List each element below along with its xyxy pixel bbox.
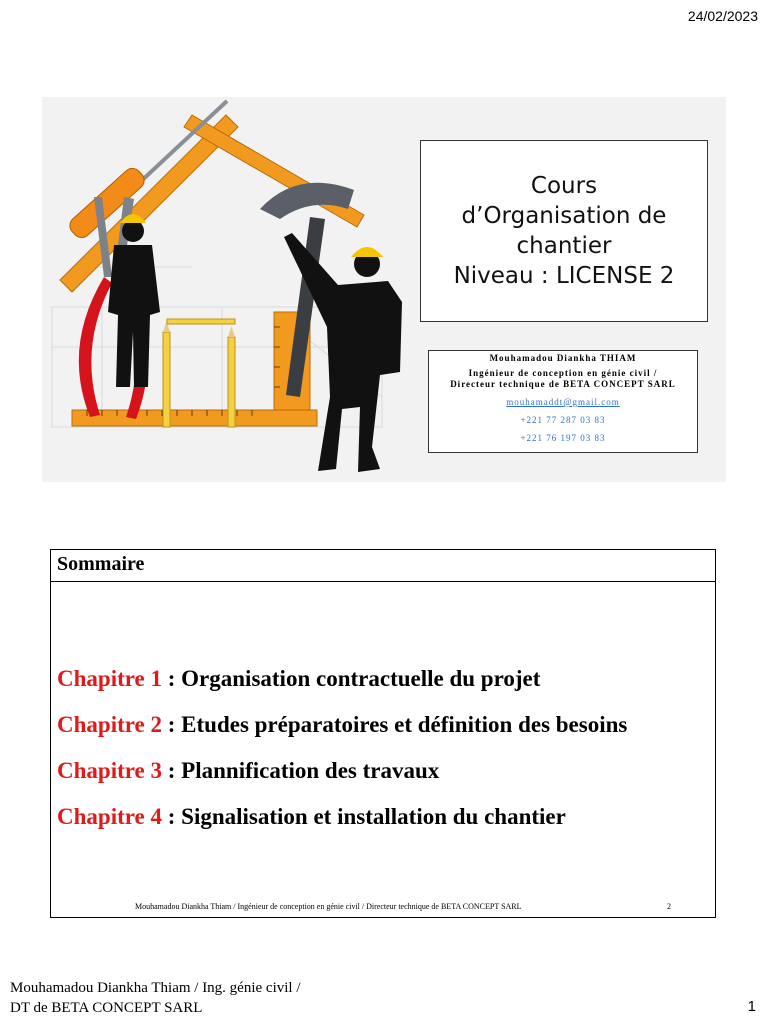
chapter-separator: : [162,804,182,829]
chapter-item [57,702,627,748]
author-name: Mouhamadou Diankha THIAM [489,353,637,363]
title-slide [42,97,726,482]
course-title-line: Cours [530,173,598,199]
author-phone: +221 77 287 03 83 [520,415,606,425]
chapter-title: Plannification des travaux [181,758,440,783]
chapter-list [57,656,627,840]
chapter-title: Signalisation et installation du chantier [181,804,566,829]
chapter-number: Chapitre 2 [57,712,162,737]
page-footer: Mouhamadou Diankha Thiam / Ing. génie civil / DT de BETA CONCEPT SARL [10,980,301,1016]
author-role: Ingénieur de conception en génie civil / [468,368,658,378]
screwdriver-icon [66,101,227,241]
course-title [420,140,708,322]
course-title-line: d’Organisation de [461,203,667,229]
page-date: 24/02/2023 [687,8,758,24]
construction-illustration [42,97,402,482]
author-email-link[interactable]: mouhamaddt@gmail.com [506,397,620,407]
chapter-separator: : [162,758,182,783]
chapter-title: Organisation contractuelle du projet [181,666,541,691]
chapter-number: Chapitre 1 [57,666,162,691]
author-phone: +221 76 197 03 83 [520,433,606,443]
chapter-item [57,748,627,794]
chapter-separator: : [162,666,182,691]
summary-slide [50,549,716,918]
chapter-item [57,794,627,840]
chapter-separator: : [162,712,182,737]
chapter-number: Chapitre 3 [57,758,162,783]
author-role: Directeur technique de BETA CONCEPT SARL [450,379,676,389]
course-title-line: chantier [516,233,612,259]
author-card [428,350,698,453]
page-number: 1 [747,998,756,1015]
chapter-number: Chapitre 4 [57,804,162,829]
chapter-item [57,656,627,702]
slide-footer: Mouhamadou Diankha Thiam / Ingénieur de conception en génie civil / Directeur technique de BETA CONCEPT SARL [135,902,522,911]
chapter-title: Etudes préparatoires et définition des besoins [181,712,628,737]
summary-header: Sommaire [51,550,715,582]
slide-number: 2 [667,902,671,911]
course-level: Niveau : LICENSE 2 [453,263,675,289]
